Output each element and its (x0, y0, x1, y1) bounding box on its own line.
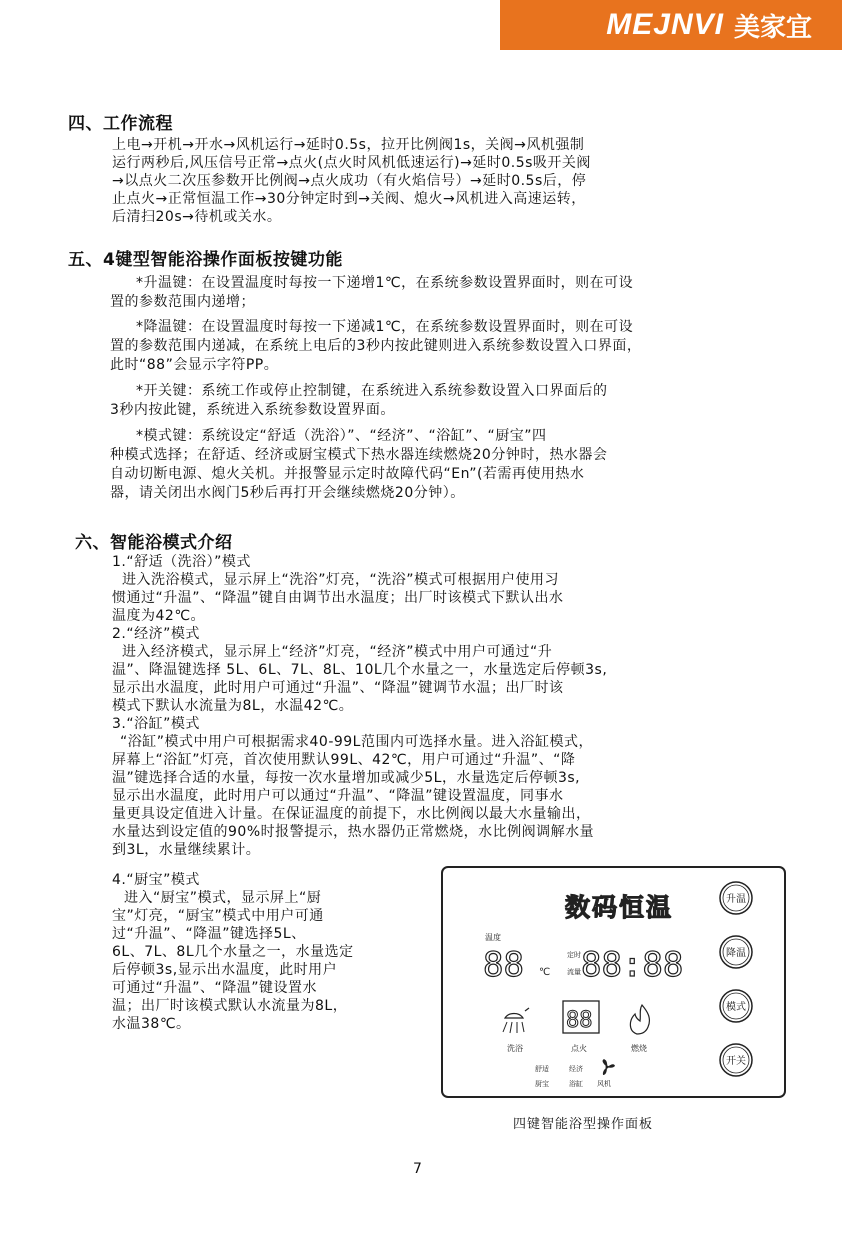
control-panel-svg (443, 868, 784, 1096)
s5-line: *升温键：在设置温度时每按一下递增1℃，在系统参数设置界面时，则在可设 (136, 275, 634, 291)
s5-line: 器，请关闭出水阀门5秒后再打开会继续燃烧20分钟）。 (110, 485, 465, 501)
fan-icon (603, 1059, 615, 1075)
temp-down-button[interactable] (720, 936, 752, 968)
brand-logo-cn: 美家宜 (733, 12, 812, 43)
s4-line: →以点火二次压参数开比例阀→点火成功（有火焰信号）→延时0.5s后，停 (112, 173, 587, 189)
s6-line: 过“升温”、“降温”键选择5L、 (112, 926, 306, 942)
mode-kitchen: 厨宝 (535, 1080, 549, 1088)
s6-line: 进入“厨宝”模式，显示屏上“厨 (124, 890, 322, 906)
s4-line: 止点火→正常恒温工作→30分钟定时到→关阀、熄火→风机进入高速运转， (112, 191, 586, 207)
s5-line: 种模式选择；在舒适、经济或厨宝模式下热水器连续燃烧20分钟时，热水器会 (110, 447, 608, 463)
s6-line: 温”、降温键选择 5L、6L、7L、8L、10L几个水量之一，水量选定后停顿3s, (112, 662, 608, 678)
s6-line: 模式下默认水流量为8L，水温42℃。 (112, 698, 354, 714)
s5-line: 此时“88”会显示字符PP。 (110, 357, 279, 373)
control-panel-illustration (441, 866, 786, 1098)
shower-icon (503, 1008, 529, 1033)
s6-line: 量更具设定值进入计量。在保证温度的前提下，水比例阀以最大水量输出， (112, 806, 591, 822)
fan-label: 风机 (597, 1080, 611, 1088)
s6-line: 水温38℃。 (112, 1016, 191, 1032)
s6-line: 温；出厂时该模式默认水流量为8L， (112, 998, 348, 1014)
temp-down-label: 降温 (726, 948, 746, 959)
s6-line: 1.“舒适（洗浴）”模式 (112, 554, 251, 570)
s6-line: “浴缸”模式中用户可根据需求40-99L范围内可选择水量。进入浴缸模式， (120, 734, 593, 750)
panel-caption: 四键智能浴型操作面板 (513, 1117, 654, 1132)
s5-line: *模式键：系统设定“舒适（洗浴）”、“经济”、“浴缸”、“厨宝”四 (136, 428, 547, 444)
s6-line: 到3L，水量继续累计。 (112, 842, 261, 858)
indicator-wash: 洗浴 (507, 1044, 523, 1053)
label-flow: 流量 (567, 968, 581, 976)
unit-celsius: ℃ (539, 967, 551, 978)
indicator-burn: 燃烧 (631, 1044, 647, 1053)
power-label: 开关 (726, 1056, 746, 1067)
temp-up-button[interactable] (720, 882, 752, 914)
s4-line: 运行两秒后,风压信号正常→点火(点火时风机低速运行)→延时0.5s吸开关阀 (112, 155, 591, 171)
section-5-title: 五、4键型智能浴操作面板按键功能 (68, 250, 343, 270)
s6-line: 显示出水温度，此时用户可以通过“升温”、“降温”键设置温度，同事水 (112, 788, 564, 804)
s6-line: 3.“浴缸”模式 (112, 716, 200, 732)
brand-logo-bar (500, 0, 842, 50)
temp-up-label: 升温 (726, 894, 746, 905)
s5-line: 自动切断电源、熄火关机。并报警显示定时故障代码“En”(若需再使用热水 (110, 466, 585, 482)
seg-display-clock: 88:88 (581, 945, 684, 985)
s5-line: 3秒内按此键，系统进入系统参数设置界面。 (110, 402, 395, 418)
s6-line: 后停顿3s,显示出水温度，此时用户 (112, 962, 338, 978)
s6-line: 水量达到设定值的90%时报警提示，热水器仍正常燃烧，水比例阀调解水量 (112, 824, 595, 840)
mode-button[interactable] (720, 990, 752, 1022)
s5-line: 置的参数范围内递增； (110, 294, 255, 310)
page-number: 7 (413, 1161, 422, 1177)
s6-line: 进入经济模式，显示屏上“经济”灯亮，“经济”模式中用户可通过“升 (122, 644, 553, 660)
s6-line: 宝”灯亮，“厨宝”模式中用户可通 (112, 908, 324, 924)
s6-line: 2.“经济”模式 (112, 626, 200, 642)
mode-label: 模式 (726, 1002, 746, 1013)
s6-line: 惯通过“升温”、“降温”键自由调节出水温度；出厂时该模式下默认出水 (112, 590, 564, 606)
label-temp: 温度 (485, 933, 501, 942)
section-6-title: 六、智能浴模式介绍 (75, 533, 233, 553)
panel-title: 数码恒温 (565, 893, 674, 922)
flame-icon (630, 1005, 649, 1034)
mode-comfort: 舒适 (535, 1065, 549, 1073)
seg-display-temp: 88 (483, 945, 524, 985)
s5-line: 置的参数范围内递减，在系统上电后的3秒内按此键则进入系统参数设置入口界面， (110, 338, 642, 354)
power-button[interactable] (720, 1044, 752, 1076)
s4-line: 上电→开机→开水→风机运行→延时0.5s，拉开比例阀1s，关阀→风机强制 (112, 137, 585, 153)
s5-line: *开关键：系统工作或停止控制键，在系统进入系统参数设置入口界面后的 (136, 383, 608, 399)
s5-line: *降温键：在设置温度时每按一下递减1℃，在系统参数设置界面时，则在可设 (136, 319, 634, 335)
label-time: 定时 (567, 951, 581, 959)
section-4-title: 四、工作流程 (68, 114, 173, 134)
s6-line: 6L、7L、8L几个水量之一，水量选定 (112, 944, 354, 960)
s4-line: 后清扫20s→待机或关水。 (112, 209, 282, 225)
mode-bath: 浴缸 (569, 1080, 583, 1088)
s6-line: 4.“厨宝”模式 (112, 872, 200, 888)
indicator-ignite: 点火 (571, 1044, 587, 1053)
s6-line: 可通过“升温”、“降温”键设置水 (112, 980, 318, 996)
s6-line: 显示出水温度，此时用户可通过“升温”、“降温”键调节水温；出厂时该 (112, 680, 564, 696)
s6-line: 进入洗浴模式，显示屏上“洗浴”灯亮，“洗浴”模式可根据用户使用习 (122, 572, 560, 588)
brand-logo-en: MEJNVI (606, 8, 724, 41)
seg-display-mid: 88 (566, 1008, 593, 1033)
s6-line: 屏幕上“浴缸”灯亮，首次使用默认99L、42℃，用户可通过“升温”、“降 (112, 752, 576, 768)
mode-eco: 经济 (569, 1065, 583, 1073)
s6-line: 温”键选择合适的水量，每按一次水量增加或减少5L，水量选定后停顿3s, (112, 770, 581, 786)
s6-line: 温度为42℃。 (112, 608, 206, 624)
